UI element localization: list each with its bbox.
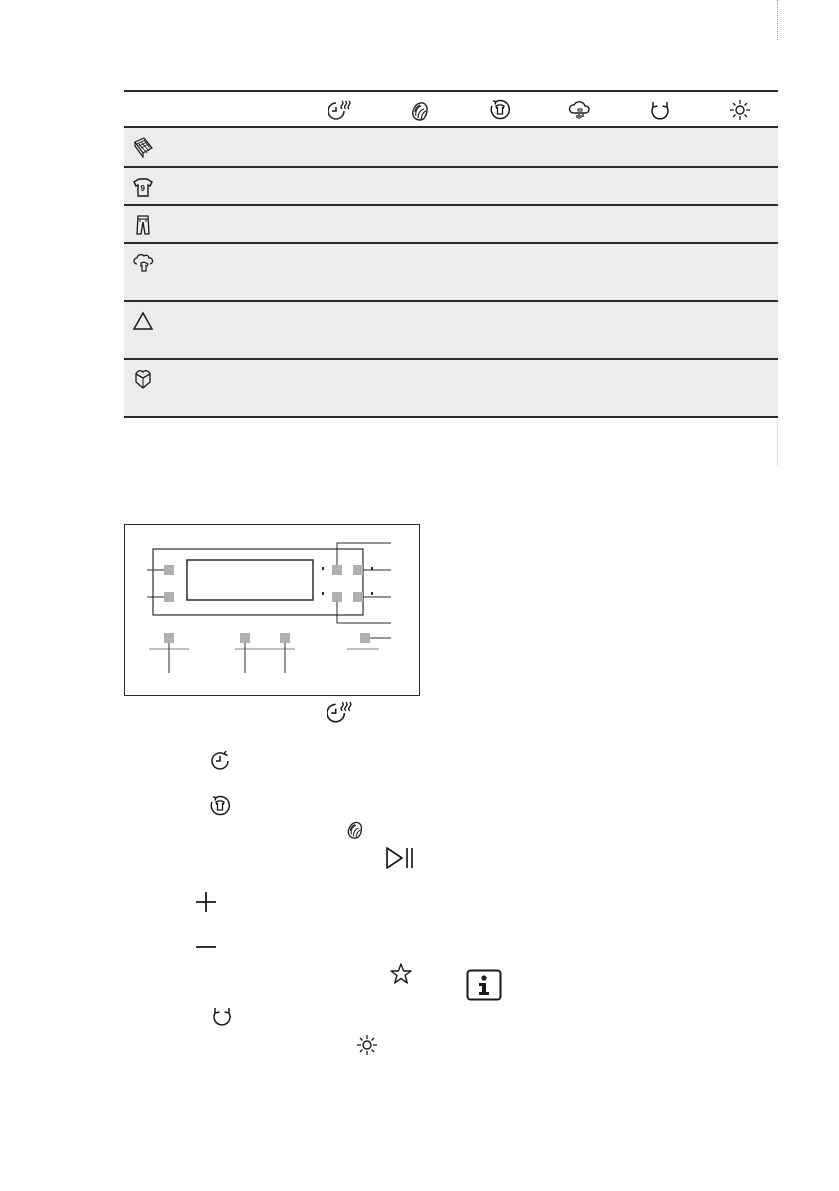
- cotton-icon: [132, 368, 154, 390]
- button: [353, 565, 363, 575]
- plus-icon: [194, 890, 218, 914]
- button: [164, 633, 174, 643]
- tshirt-icon: [132, 176, 154, 198]
- delay-end-steam-icon: [327, 699, 353, 725]
- button: [353, 592, 363, 602]
- button: [332, 565, 342, 575]
- table-row: [124, 360, 778, 418]
- info-icon: [466, 969, 502, 1001]
- table-row: [124, 168, 778, 206]
- button: [164, 565, 174, 575]
- table-row: [124, 244, 778, 302]
- table-row: [124, 206, 778, 244]
- button: [360, 633, 370, 643]
- wool-icon: [344, 818, 366, 840]
- rotate-icon: [648, 98, 672, 122]
- panel-frame: [153, 549, 363, 615]
- cut-mark: [777, 0, 778, 40]
- shirt-icon: [488, 98, 512, 122]
- towel-icon: [132, 136, 154, 158]
- brightness-icon: [728, 98, 752, 122]
- svg-text:9: 9: [140, 184, 145, 193]
- steam-clothes-icon: [132, 252, 154, 274]
- rotate-icon: [210, 1004, 234, 1028]
- button: [280, 633, 290, 643]
- minus-icon: [194, 935, 218, 959]
- triangle-icon: [132, 310, 154, 332]
- cut-mark: [777, 420, 778, 465]
- delay-start-icon: [208, 749, 232, 773]
- display: [187, 560, 313, 600]
- delay-end-steam-icon: [328, 98, 352, 122]
- shirt-icon: [208, 794, 232, 818]
- button: [240, 633, 250, 643]
- brightness-icon: [355, 1033, 379, 1057]
- refresh-steam-icon: [568, 98, 592, 122]
- favourite-star-icon: [389, 962, 413, 986]
- control-panel-diagram: [124, 524, 420, 696]
- wool-icon: [408, 98, 432, 122]
- jeans-icon: [132, 214, 154, 236]
- table-row: [124, 302, 778, 360]
- control-panel-drawing: [125, 525, 421, 697]
- button: [332, 592, 342, 602]
- start-pause-icon: [384, 845, 416, 871]
- button: [164, 592, 174, 602]
- table-row: [124, 128, 778, 168]
- option-compatibility-table: [124, 90, 778, 418]
- table-header-row: [124, 90, 778, 128]
